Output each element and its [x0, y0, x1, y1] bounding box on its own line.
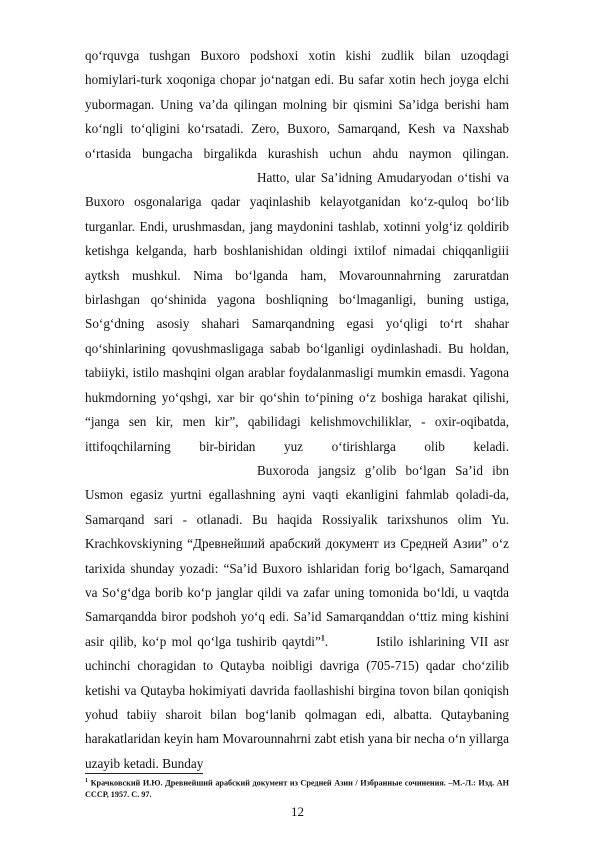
footnote-number: 1	[85, 778, 88, 784]
paragraph-4: Istilo ishlarining VII asr uchinchi choragidan to Qutayba noibligi davriga (705-715) qadar cho‘zilib ketishi va Qutayba hokimiyati davrida faollashishi birgina tovon bilan qoniqish yohud tabiiy sharoit bilan bog‘lanib qolmagan edi, albatta. Qutaybaning harakatlaridan keyin ham Movarounnahrni zabt etish yana bir necha o‘n yillarga uzayib ketadi. Bunday	[85, 633, 509, 771]
footnote	[85, 776, 509, 800]
paragraph-1: qo‘rquvga tushgan Buxoro podshoxi xotin kishi zudlik bilan uzoqdagi homiylari-turk xoqoniga chopar jo‘natgan edi. Bu safar xotin hech joyga elchi yubormagan. Uning va’da qilingan molning bir qismini Sa’idga berishi ham ko‘ngli to‘qligini ko‘rsatadi. Zero, Buxoro, Samarqand, Kesh va Naxshab o‘rtasida bungacha birgalikda kurashish uchun ahdu naymon qilingan.	[85, 48, 509, 161]
footnote-text: Крачковский И.Ю. Древнейший арабский документ из Средней Азии / Избранные сочинения. –М.-Л.: Изд. АН СССР, 1957. С. 97.	[85, 778, 509, 799]
main-text: qo‘rquvga tushgan Buxoro podshoxi xotin kishi zudlik bilan uzoqdagi homiylari-turk xoqoniga chopar jo‘natgan edi. Bu safar xotin hech joyga elchi yubormagan. Uning va’da qilingan molning bir qismini Sa’idga berishi ham ko‘ngli to‘qligini ko‘rsatadi. Zero, Buxoro, Samarqand, Kesh va Naxshab o‘rtasida bungacha birgalikda kurashish uchun ahdu naymon qilingan.Hatto, ular Sa’idning Amudaryodan o‘tishi va Buxoro osgonalariga qadar yaqinlashib kelayotganidan ko‘z-quloq bo‘lib turganlar. Endi, urushmasdan, jang maydonini tashlab, xotinni yolg‘iz qoldirib ketishga kelganda, harb boshlanishidan oldingi ixtilof nimadai chiqqanligiii aytksh mushkul. Nima bo‘lganda ham, Movarounnahrning zaruratdan birlashgan qo‘shinida yagona boshliqning bo‘lmaganligi, buning ustiga, So‘g‘dning asosiy shahari Samarqandning egasi yo‘qligi to‘rt shahar qo‘shinlarining qovushmasligaga sabab bo‘lganligi oydinlashadi. Bu holdan, tabiiyki, istilo mashqini olgan arablar foydalanmasligi mumkin emasdi. Yagona hukmdorning yo‘qshgi, xar bir qo‘shin to‘pining o‘z boshiga harakat qilishi, “janga sen kir, men kir”, qabilidagi kelishmovchiliklar, - oxir-oqibatda, ittifoqchilarning bir-biridan yuz o‘tirishlarga olib keladi.Buxoroda jangsiz g’olib bo‘lgan Sa’id ibn Usmon egasiz yurtni egallashning ayni vaqti ekanligini fahmlab qoladi-da, Samarqand sari - otlanadi. Bu haqida Rossiyalik tarixshunos olim Yu. Krachkovskiyning “Древнейший арабский документ из Средней Азии” o‘z tarixida shunday yozadi: “Sa’id Buxoro ishlaridan forig bo‘lgach, Samarqand va So‘g‘dga borib ko‘p janglar qildi va zafar uning tomonida bo‘ldi, u vaqtda Samarqandda biror podshoh yo‘q edi. Sa’id Samarqanddan o‘ttiz ming kishini asir qilib, ko‘p mol qo‘lga tushirib qaytdi”$^1$. Istilo ishlarining VII asr uchinchi choragidan to Qutayba noibligi davriga (705-715) qadar cho‘zilib ketishi va Qutayba hokimiyati davrida faollashishi birgina tovon bilan qoniqish yohud tabiiy sharoit bilan bog‘lanib qolmagan edi, albatta. Qutaybaning harakatlaridan keyin ham Movarounnahrni zabt etish yana bir necha o‘n yillarga uzayib ketadi. Bunday	[85, 48, 509, 771]
footnote-divider	[85, 773, 203, 774]
footnote-reference[interactable]: 1	[320, 633, 325, 643]
paragraph-2: Hatto, ular Sa’idning Amudaryodan o‘tishi va Buxoro osgonalariga qadar yaqinlashib kelayotganidan ko‘z-quloq bo‘lib turganlar. Endi, urushmasdan, jang maydonini tashlab, xotinni yolg‘iz qoldirib ketishga kelganda, harb boshlanishidan oldingi ixtilof nimadai chiqqanligiii aytksh mushkul. Nima bo‘lganda ham, Movarounnahrning zaruratdan birlashgan qo‘shinida yagona boshliqning bo‘lmaganligi, buning ustiga, So‘g‘dning asosiy shahari Samarqandning egasi yo‘qligi to‘rt shahar qo‘shinlarining qovushmasligaga sabab bo‘lganligi oydinlashadi. Bu holdan, tabiiyki, istilo mashqini olgan arablar foydalanmasligi mumkin emasdi. Yagona hukmdorning yo‘qshgi, xar bir qo‘shin to‘pining o‘z boshiga harakat qilishi, “janga sen kir, men kir”, qabilidagi kelishmovchiliklar, - oxir-oqibatda, ittifoqchilarning bir-biridan yuz o‘tirishlarga olib keladi.	[85, 170, 509, 454]
page-number: 12	[291, 804, 304, 819]
paragraph-3: Buxoroda jangsiz g’olib bo‘lgan Sa’id ibn Usmon egasiz yurtni egallashning ayni vaqti ekanligini fahmlab qoladi-da, Samarqand sari - otlanadi. Bu haqida Rossiyalik tarixshunos olim Yu. Krachkovskiyning “Древнейший арабский документ из Средней Азии” o‘z tarixida shunday yozadi: “Sa’id Buxoro ishlaridan forig bo‘lgach, Samarqand va So‘g‘dga borib ko‘p janglar qildi va zafar uning tomonida bo‘ldi, u vaqtda Samarqandda biror podshoh yo‘q edi. Sa’id Samarqanddan o‘ttiz ming kishini asir qilib, ko‘p mol qo‘lga tushirib qaytdi”	[85, 462, 509, 649]
page-body	[85, 44, 509, 776]
